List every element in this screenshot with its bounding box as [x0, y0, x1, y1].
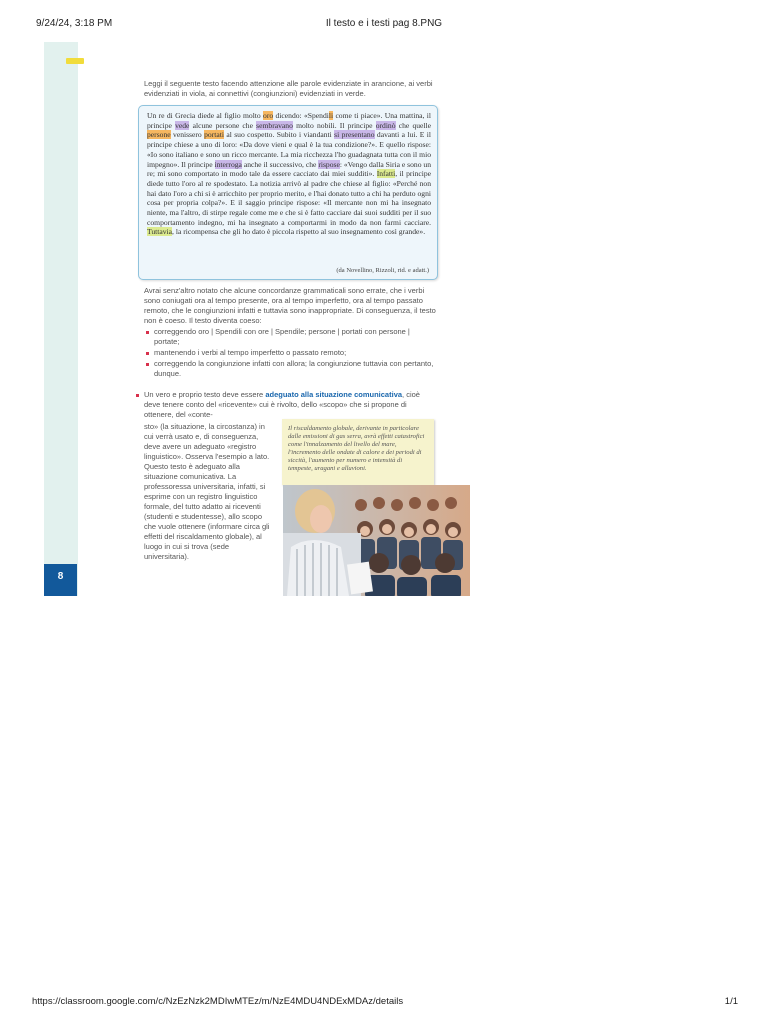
print-page-count: 1/1: [724, 996, 738, 1007]
section-adeguatezza: Un vero e proprio testo deve essere adeguato alla situazione comunicativa, cioè deve tenere conto del «ricevente» cui è rivolto, dello «scopo» che si propone di ottenere, del «conte-: [144, 390, 420, 419]
side-strip: [44, 42, 78, 596]
highlight-vede: vede: [175, 120, 190, 130]
story-box: [138, 105, 438, 280]
section-column-text: sto» (la situazione, la circostanza) in cui verrà usato e, di conseguenza, deve avere un adeguato «registro linguistico». Osserva l'esempio a lato. Questo testo è adeguato alla situazione comunicativa. La professoressa universitaria, infatti, si esprime con un registro linguistico formale, del tutto adatto ai riceventi (studenti e studentesse), allo scopo che vuole ottenere (informare circa gli effetti del riscaldamento globale), al luogo in cui si trova (sede universitaria).: [144, 422, 270, 561]
correction-list: [144, 327, 436, 380]
intro-instructions: Leggi il seguente testo facendo attenzione alle parole evidenziate in arancione, ai verbi evidenziati in viola, ai connettivi (congiunzioni) evidenziati in verde.: [144, 79, 433, 98]
highlight-interroga: interroga: [214, 159, 242, 169]
story-text: Un re di Grecia diede al figlio molto oro dicendo: «Spendili come ti piace». Una mattina, il principe vede alcune persone che sembravano molto nobili. Il principe ordinò che quelle persone venissero portati al suo cospetto. Subito i viandanti si presentano davanti a lui. E il principe chiese a uno di loro: «Da dove vieni e qual è la tua condizione?». E quello rispose: «Io sono italiano e sono un ricco mercante. La mia ricchezza l'ho guadagnata tutta con il mio impegno». Il principe interroga anche il successivo, che rispose: «Vengo dalla Siria e sono un re; mi sono comportato in modo tale da essere cacciato dai miei sudditi». Infatti, il principe diede tutto l'oro al re spodestato. La notizia arrivò al padre che chiese al figlio: «Perché non hai dato l'oro a chi si è arricchito per proprio merito, e l'hai donato tutto a chi ha perduto ogni cosa per propria colpa?». E il saggio principe rispose: «Il mercante non mi ha insegnato niente, ma l'altro, di stirpe regale come me e che si è fatto cacciare dai suoi sudditi per il suo comportamento indegno, mi ha insegnato a comportarmi in modo da non farmi cacciare. Tuttavia, la ricompensa che gli ho dato è piccola rispetto al suo insegnamento così grande».: [147, 111, 432, 237]
lecture-photo: [283, 485, 470, 596]
print-title: Il testo e i testi pag 8.PNG: [325, 18, 443, 29]
list-item: correggendo la congiunzione infatti con allora; la congiunzione tuttavia con pertanto, dunque.: [144, 359, 436, 379]
story-source: (da Novellino, Rizzoli, rid. e adatt.): [336, 267, 429, 274]
highlight-portati: portati: [204, 130, 224, 140]
lecture-photo-illustration: [283, 485, 470, 596]
print-timestamp: 9/24/24, 3:18 PM: [36, 18, 113, 29]
print-url: https://classroom.google.com/c/NzEzNzk2MDIwMTEz/m/NzE4MDU4NDExMDAz/details: [32, 996, 404, 1007]
highlight-ordino: ordinò: [375, 120, 396, 130]
highlight-sembravano: sembravano: [256, 120, 293, 130]
textbook-page: [44, 42, 474, 596]
section-bullet-icon: [136, 394, 139, 397]
highlight-tuttavia: Tuttavia: [147, 227, 173, 237]
highlight-li: li: [328, 111, 334, 120]
body-paragraph: Avrai senz'altro notato che alcune concordanze grammaticali sono errate, che i verbi sono coniugati ora al tempo presente, ora al tempo imperfetto, ora al tempo passato remoto, che le congiunzioni infatti e tuttavia sono inappropriate. Di conseguenza, il testo non è coeso. Il testo diventa coeso:: [144, 286, 436, 325]
highlight-rispose: rispose: [318, 159, 340, 169]
highlight-si-presentano: si presentano: [334, 130, 375, 140]
key-term: adeguato alla situazione comunicativa: [265, 390, 403, 399]
example-note: [282, 419, 434, 485]
list-item: mantenendo i verbi al tempo imperfetto o passato remoto;: [144, 348, 436, 358]
highlight-oro: oro: [263, 111, 274, 120]
list-item: correggendo oro | Spendili con ore | Spendile; persone | portati con persone | portate;: [144, 327, 436, 347]
tape-mark: [66, 58, 84, 64]
highlight-infatti: Infatti: [376, 169, 396, 179]
page-number: 8: [44, 564, 77, 596]
highlight-persone: persone: [147, 130, 171, 140]
note-text: Il riscaldamento globale, derivante in particolare dalle emissioni di gas serra, avrà effetti catastrofici come l'innalzamento del livello del mare, l'incremento delle ondate di calore e dei periodi di siccità, l'aumento per numero e intensità di tempeste, uragani e alluvioni.: [288, 425, 425, 472]
